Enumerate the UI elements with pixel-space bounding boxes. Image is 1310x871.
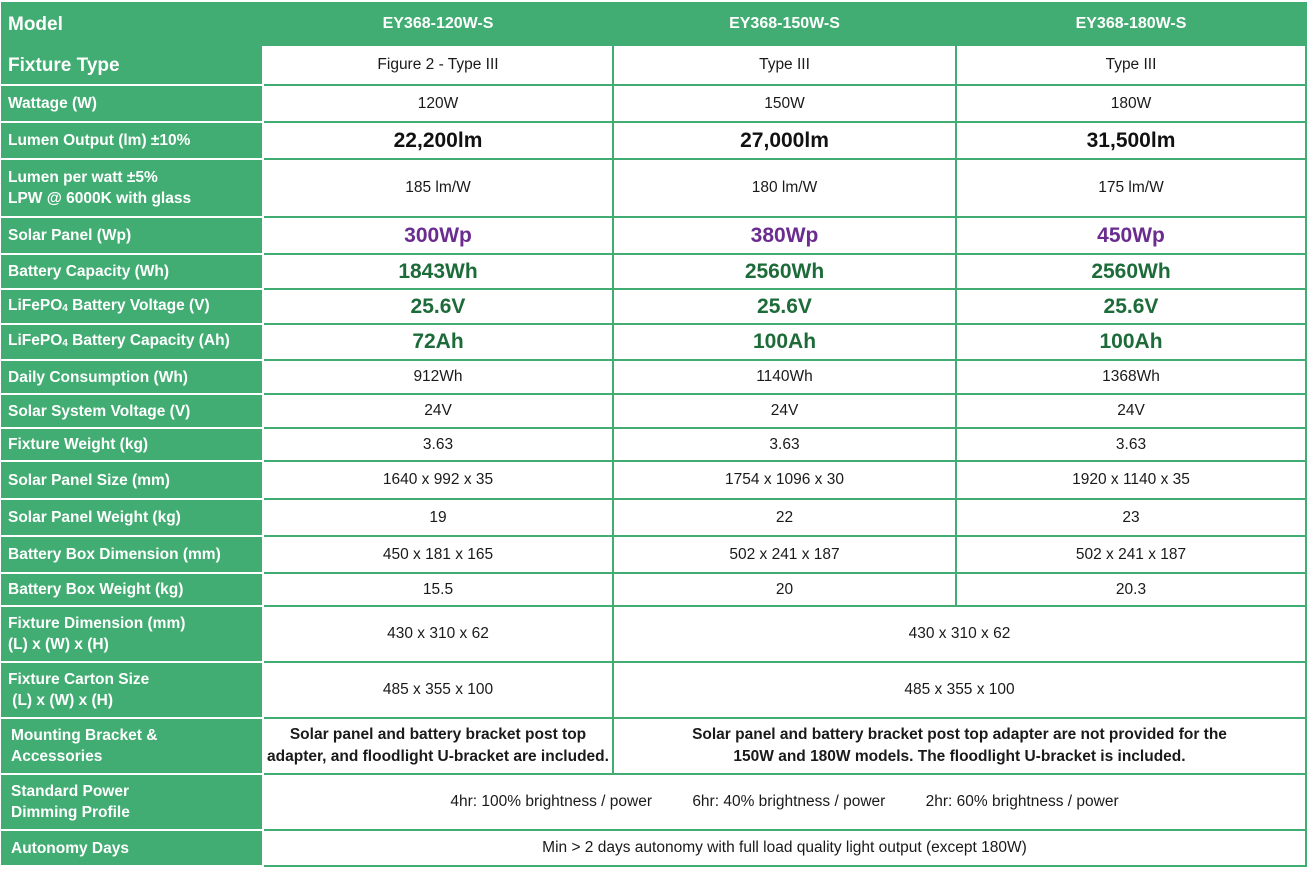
label-lifepo4-capacity (2, 324, 263, 360)
cell-value-merged: 485 x 355 x 100 (613, 662, 1306, 718)
label-panel-weight: Solar Panel Weight (kg) (2, 499, 263, 536)
cell-value: Type III (956, 45, 1306, 85)
label-panel-size: Solar Panel Size (mm) (2, 461, 263, 499)
cell-value: 31,500lm (956, 122, 1306, 159)
label-dimming (2, 774, 263, 830)
cell-value: 19 (263, 499, 613, 536)
row-lifepo4-voltage (2, 289, 1306, 324)
cell-value: 22,200lm (263, 122, 613, 159)
label-line: Accessories (11, 748, 103, 765)
text-line: 150W and 180W models. The floodlight U-bracket is included. (733, 748, 1186, 765)
label-lumen-per-watt (2, 159, 263, 217)
cell-value: 485 x 355 x 100 (263, 662, 613, 718)
cell-value: 502 x 241 x 187 (956, 536, 1306, 573)
cell-value: 912Wh (263, 360, 613, 394)
cell-value: 2560Wh (956, 254, 1306, 289)
row-fixture-type (2, 45, 1306, 85)
cell-value: 175 lm/W (956, 159, 1306, 217)
label-battery-capacity: Battery Capacity (Wh) (2, 254, 263, 289)
label-battery-box-dim: Battery Box Dimension (mm) (2, 536, 263, 573)
cell-value: 25.6V (613, 289, 956, 324)
label-mounting (2, 718, 263, 774)
cell-value-merged: 430 x 310 x 62 (613, 606, 1306, 662)
cell-value: 25.6V (956, 289, 1306, 324)
cell-value: 1140Wh (613, 360, 956, 394)
label-line: Fixture Carton Size (8, 671, 150, 688)
spec-table (1, 2, 1307, 867)
label-battery-box-weight: Battery Box Weight (kg) (2, 573, 263, 606)
label-autonomy: Autonomy Days (2, 830, 263, 866)
cell-value: Figure 2 - Type III (263, 45, 613, 85)
cell-value: 24V (263, 394, 613, 428)
row-wattage (2, 85, 1306, 122)
label-part: Battery Capacity (Ah) (67, 332, 230, 349)
label-subscript: 4 (62, 338, 68, 349)
row-solar-panel (2, 217, 1306, 254)
label-line: Mounting Bracket & (11, 727, 158, 744)
row-daily-consumption (2, 360, 1306, 394)
cell-value: 25.6V (263, 289, 613, 324)
row-system-voltage (2, 394, 1306, 428)
cell-value: 150W (613, 85, 956, 122)
row-battery-box-weight (2, 573, 1306, 606)
cell-value: 430 x 310 x 62 (263, 606, 613, 662)
text-line: Solar panel and battery bracket post top (289, 726, 587, 743)
label-part: Battery Voltage (V) (67, 296, 210, 314)
model-150w: EY368-150W-S (613, 3, 956, 45)
dimming-step: 6hr: 40% brightness / power (692, 793, 886, 810)
row-mounting (2, 718, 1306, 774)
cell-value: 24V (956, 394, 1306, 428)
model-120w: EY368-120W-S (263, 3, 613, 45)
label-system-voltage: Solar System Voltage (V) (2, 394, 263, 428)
cell-value-merged (613, 718, 1306, 774)
row-fixture-dimension (2, 606, 1306, 662)
row-lumen-output (2, 122, 1306, 159)
cell-value: 450Wp (956, 217, 1306, 254)
label-wattage: Wattage (W) (2, 85, 263, 122)
cell-value: 1640 x 992 x 35 (263, 461, 613, 499)
text-line: adapter, and floodlight U-bracket are included. (267, 748, 609, 765)
cell-value: 3.63 (956, 428, 1306, 461)
cell-value: 1920 x 1140 x 35 (956, 461, 1306, 499)
cell-value: 100Ah (613, 324, 956, 360)
cell-value: 20 (613, 573, 956, 606)
label-line: Dimming Profile (11, 804, 130, 821)
row-panel-weight (2, 499, 1306, 536)
label-fixture-type: Fixture Type (2, 45, 263, 85)
dimming-step: 4hr: 100% brightness / power (450, 793, 652, 810)
cell-value: 72Ah (263, 324, 613, 360)
cell-value: 1368Wh (956, 360, 1306, 394)
row-autonomy (2, 830, 1306, 866)
cell-value: 23 (956, 499, 1306, 536)
label-line: Standard Power (11, 783, 129, 800)
cell-value: 120W (263, 85, 613, 122)
label-part: LiFePO (8, 332, 63, 349)
cell-value: 450 x 181 x 165 (263, 536, 613, 573)
cell-value: 3.63 (263, 428, 613, 461)
cell-value: 15.5 (263, 573, 613, 606)
label-line: Lumen per watt ±5% (8, 169, 158, 186)
cell-value: 180 lm/W (613, 159, 956, 217)
label-lifepo4-voltage (2, 289, 263, 324)
cell-value: 502 x 241 x 187 (613, 536, 956, 573)
cell-value: 22 (613, 499, 956, 536)
cell-value: 300Wp (263, 217, 613, 254)
row-battery-capacity (2, 254, 1306, 289)
cell-value: 185 lm/W (263, 159, 613, 217)
cell-value: 1754 x 1096 x 30 (613, 461, 956, 499)
row-lifepo4-capacity (2, 324, 1306, 360)
cell-value: Type III (613, 45, 956, 85)
cell-value: 180W (956, 85, 1306, 122)
label-line: (L) x (W) x (H) (8, 636, 109, 653)
cell-value: 20.3 (956, 573, 1306, 606)
label-line: LPW @ 6000K with glass (8, 190, 192, 207)
row-carton-size (2, 662, 1306, 718)
cell-value: 1843Wh (263, 254, 613, 289)
text-line: Solar panel and battery bracket post top adapter are not provided for the (692, 726, 1227, 743)
label-part: LiFePO (8, 296, 63, 314)
row-panel-size (2, 461, 1306, 499)
cell-value: 2560Wh (613, 254, 956, 289)
dimming-step: 2hr: 60% brightness / power (925, 793, 1119, 810)
row-fixture-weight (2, 428, 1306, 461)
cell-value (263, 718, 613, 774)
label-lumen-output: Lumen Output (lm) ±10% (2, 122, 263, 159)
label-solar-panel: Solar Panel (Wp) (2, 217, 263, 254)
cell-value: 100Ah (956, 324, 1306, 360)
label-line: Fixture Dimension (mm) (8, 615, 186, 632)
cell-value: 3.63 (613, 428, 956, 461)
label-fixture-weight: Fixture Weight (kg) (2, 428, 263, 461)
cell-value: 24V (613, 394, 956, 428)
label-carton-size (2, 662, 263, 718)
label-fixture-dimension (2, 606, 263, 662)
label-line: (L) x (W) x (H) (8, 692, 114, 709)
row-dimming (2, 774, 1306, 830)
header-row (2, 3, 1306, 45)
row-lumen-per-watt (2, 159, 1306, 217)
cell-value-merged (263, 774, 1306, 830)
cell-value: 27,000lm (613, 122, 956, 159)
model-180w: EY368-180W-S (956, 3, 1306, 45)
label-daily-consumption: Daily Consumption (Wh) (2, 360, 263, 394)
label-subscript: 4 (62, 302, 68, 314)
row-battery-box-dim (2, 536, 1306, 573)
model-label: Model (2, 3, 263, 45)
cell-value: 380Wp (613, 217, 956, 254)
cell-value-merged: Min > 2 days autonomy with full load quality light output (except 180W) (263, 830, 1306, 866)
